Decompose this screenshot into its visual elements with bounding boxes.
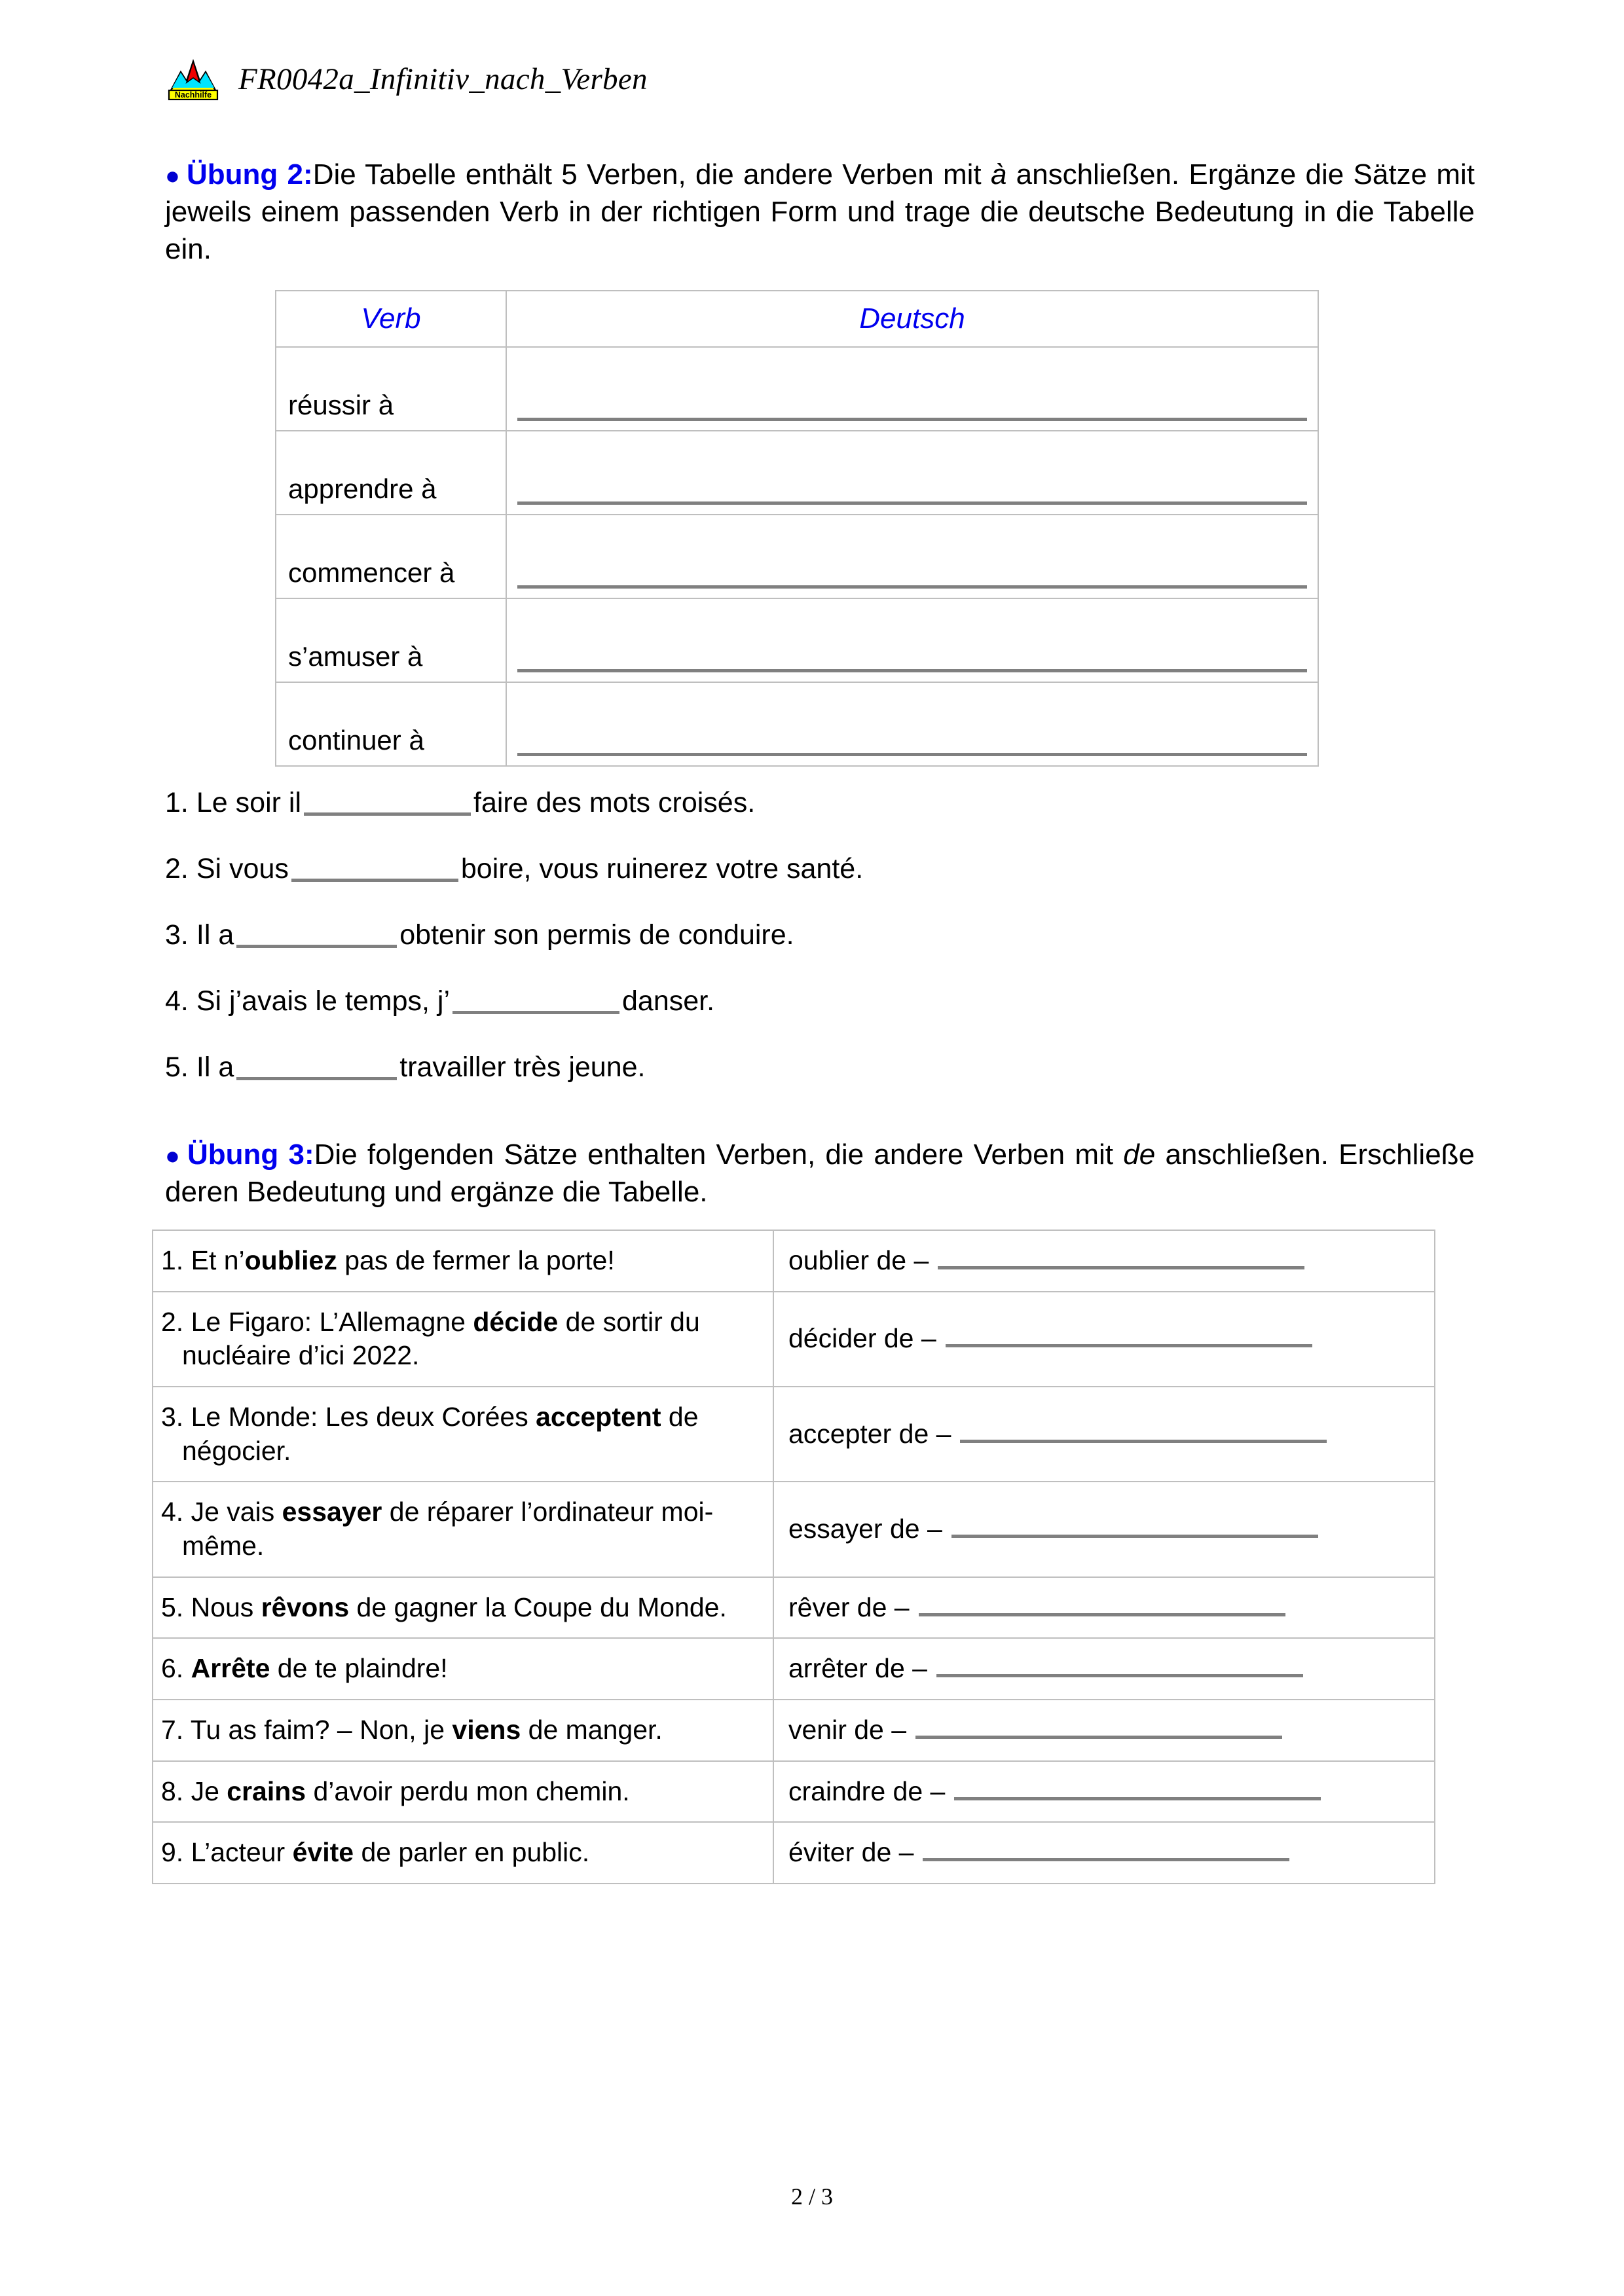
highlighted-verb: rêvons — [261, 1592, 350, 1622]
verb-cell: continuer à — [276, 682, 506, 766]
table-row — [153, 1700, 1435, 1761]
exercise-3-text-a: Die folgenden Sätze enthalten Verben, die andere Verben mit — [314, 1139, 1124, 1171]
fill-in-sentence-list — [165, 784, 1409, 1114]
verb-de-label: essayer de – — [788, 1514, 942, 1544]
deutsch-answer-cell[interactable] — [506, 515, 1318, 598]
verb-meaning-answer-cell[interactable] — [773, 1638, 1435, 1700]
sentence-text-after-verb: de parler en public. — [354, 1837, 590, 1868]
sentence-text-after-verb: de gagner la Coupe du Monde. — [349, 1592, 727, 1622]
verb-de-label: décider de – — [788, 1323, 936, 1354]
exercise-2-instructions — [165, 156, 1475, 268]
sentence-text-before-blank: Il a — [196, 1051, 234, 1083]
answer-blank-line[interactable] — [517, 665, 1307, 672]
example-sentence-cell — [153, 1822, 773, 1884]
deutsch-answer-cell[interactable] — [506, 347, 1318, 431]
verb-translation-table — [275, 290, 1319, 767]
table-row — [153, 1577, 1435, 1639]
sentence-text-before-blank: Si vous — [196, 853, 289, 884]
answer-blank-line[interactable] — [954, 1775, 1321, 1800]
answer-blank-line[interactable] — [452, 986, 619, 1014]
answer-blank-line[interactable] — [517, 498, 1307, 505]
sentence-text-before-blank: Si j’avais le temps, j’ — [196, 985, 451, 1017]
sentence-text-after-verb: de réparer l’ordinateur moi-même. — [182, 1497, 714, 1561]
sentence-number: 8. — [161, 1776, 191, 1806]
highlighted-verb: oubliez — [244, 1245, 337, 1275]
verb-meaning-answer-cell[interactable] — [773, 1577, 1435, 1639]
list-item — [165, 982, 1409, 1015]
sentence-number: 7. — [161, 1714, 191, 1745]
sentence-number: 5. — [165, 1051, 189, 1083]
page-footer: 2 / 3 — [790, 2183, 833, 2210]
answer-blank-line[interactable] — [517, 749, 1307, 756]
answer-blank-line[interactable] — [291, 854, 458, 882]
answer-blank-line[interactable] — [938, 1244, 1304, 1269]
highlighted-verb: décide — [473, 1306, 559, 1337]
exercise-2-label: Übung 2: — [187, 158, 313, 191]
highlighted-verb: viens — [452, 1714, 521, 1745]
sentence-text-after-verb: de négocier. — [182, 1401, 699, 1466]
sentence-number: 1. — [161, 1245, 191, 1275]
answer-blank-line[interactable] — [936, 1652, 1303, 1677]
verb-de-label: craindre de – — [788, 1776, 946, 1806]
sentence-number: 4. — [161, 1497, 191, 1527]
sentence-text-after-verb: pas de fermer la porte! — [337, 1245, 615, 1275]
answer-blank-line[interactable] — [517, 414, 1307, 421]
list-item — [165, 916, 1409, 949]
answer-blank-line[interactable] — [304, 788, 471, 816]
exercise-3-text-b: anschließen. Erschließe deren Bedeutung und ergänze die Tabelle. — [165, 1139, 1475, 1209]
table-row — [153, 1387, 1435, 1482]
sentence-number: 2. — [165, 853, 189, 884]
sentence-number: 3. — [161, 1401, 191, 1432]
sentence-text-after-blank: travailler très jeune. — [399, 1051, 646, 1083]
list-item — [165, 784, 1409, 817]
verb-de-label: venir de – — [788, 1714, 907, 1745]
verb-de-label: rêver de – — [788, 1592, 910, 1622]
sentence-number: 6. — [161, 1653, 191, 1684]
verb-cell: réussir à — [276, 347, 506, 431]
exercise-2-text-b: anschließen. Ergänze die Sätze mit jeweils einem passenden Verb in der richtigen Form und trage die deutsche Bedeutung in die Tabelle ein. — [165, 158, 1475, 266]
sentence-text-after-blank: boire, vous ruinerez votre santé. — [460, 853, 864, 884]
answer-blank-line[interactable] — [946, 1322, 1312, 1347]
verb-de-label: accepter de – — [788, 1418, 951, 1449]
sentence-text-before-verb: Je — [191, 1776, 227, 1806]
column-header-deutsch: Deutsch — [506, 291, 1318, 347]
sentence-number: 3. — [165, 919, 189, 951]
list-item — [165, 1048, 1409, 1082]
table-row — [276, 431, 1318, 515]
deutsch-answer-cell[interactable] — [506, 598, 1318, 682]
sentence-text-after-verb: d’avoir perdu mon chemin. — [306, 1776, 630, 1806]
example-sentence-cell — [153, 1230, 773, 1292]
verb-de-label: oublier de – — [788, 1245, 929, 1275]
answer-blank-line[interactable] — [951, 1512, 1318, 1538]
sentence-text-after-blank: obtenir son permis de conduire. — [399, 919, 794, 951]
example-sentence-cell — [153, 1387, 773, 1482]
sentence-text-before-blank: Le soir il — [196, 787, 301, 818]
verb-cell: apprendre à — [276, 431, 506, 515]
nachhilfe-mountain-logo-icon — [165, 58, 221, 101]
example-sentence-cell — [153, 1292, 773, 1387]
table-row — [153, 1230, 1435, 1292]
column-header-verb: Verb — [276, 291, 506, 347]
sentence-text-after-verb: de te plaindre! — [270, 1653, 448, 1684]
highlighted-verb: évite — [292, 1837, 354, 1868]
verb-meaning-answer-cell[interactable] — [773, 1700, 1435, 1761]
sentence-text-after-blank: danser. — [622, 985, 715, 1017]
example-sentence-cell — [153, 1761, 773, 1823]
exercise-2-preposition: à — [990, 158, 1007, 191]
sentence-number: 5. — [161, 1592, 191, 1622]
table-row — [153, 1822, 1435, 1884]
answer-blank-line[interactable] — [236, 920, 397, 948]
exercise-3-label: Übung 3: — [187, 1139, 314, 1171]
example-sentence-cell — [153, 1577, 773, 1639]
verb-meaning-answer-cell[interactable] — [773, 1292, 1435, 1387]
sentence-text-before-verb: Et n’ — [191, 1245, 245, 1275]
table-row — [276, 347, 1318, 431]
example-sentence-cell — [153, 1482, 773, 1576]
document-title: FR0042a_Infinitiv_nach_Verben — [238, 62, 648, 96]
table-header-row — [276, 291, 1318, 347]
answer-blank-line[interactable] — [915, 1713, 1282, 1739]
sentence-text-before-blank: Il a — [196, 919, 234, 951]
table-row — [276, 598, 1318, 682]
sentence-text-before-verb: Nous — [191, 1592, 261, 1622]
table-row — [153, 1482, 1435, 1576]
answer-blank-line[interactable] — [236, 1052, 397, 1080]
highlighted-verb: crains — [227, 1776, 306, 1806]
sentence-text-before-verb: Je vais — [191, 1497, 282, 1527]
verb-cell: s’amuser à — [276, 598, 506, 682]
sentence-number: 4. — [165, 985, 189, 1017]
exercise-3-instructions — [165, 1136, 1475, 1211]
bullet-icon: ● — [165, 162, 181, 190]
sentence-text-after-blank: faire des mots croisés. — [473, 787, 756, 818]
sentence-number: 9. — [161, 1837, 191, 1868]
deutsch-answer-cell[interactable] — [506, 682, 1318, 766]
table-row — [153, 1638, 1435, 1700]
sentence-text-before-verb: L’acteur — [191, 1837, 293, 1868]
sentence-text-before-verb: Le Monde: Les deux Corées — [191, 1401, 536, 1432]
table-row — [276, 682, 1318, 766]
verb-meaning-answer-cell[interactable] — [773, 1482, 1435, 1576]
answer-blank-line[interactable] — [960, 1417, 1327, 1443]
example-sentence-cell — [153, 1700, 773, 1761]
list-item — [165, 850, 1409, 883]
verb-meaning-answer-cell[interactable] — [773, 1761, 1435, 1823]
verb-meaning-answer-cell[interactable] — [773, 1230, 1435, 1292]
deutsch-answer-cell[interactable] — [506, 431, 1318, 515]
answer-blank-line[interactable] — [517, 581, 1307, 589]
exercise-3-preposition: de — [1123, 1139, 1156, 1171]
table-row — [276, 515, 1318, 598]
table-row — [153, 1292, 1435, 1387]
answer-blank-line[interactable] — [923, 1836, 1289, 1861]
highlighted-verb: acceptent — [536, 1401, 661, 1432]
sentence-text-after-verb: de sortir du nucléaire d’ici 2022. — [182, 1306, 700, 1371]
answer-blank-line[interactable] — [919, 1591, 1285, 1616]
document-header — [165, 58, 648, 101]
highlighted-verb: Arrête — [191, 1653, 270, 1684]
sentence-text-after-verb: de manger. — [521, 1714, 663, 1745]
sentence-text-before-verb: Tu as faim? – Non, je — [190, 1714, 452, 1745]
bullet-icon: ● — [165, 1142, 182, 1170]
svg-text:Nachhilfe: Nachhilfe — [174, 90, 212, 100]
verb-meaning-answer-cell[interactable] — [773, 1387, 1435, 1482]
table-row — [153, 1761, 1435, 1823]
verb-meaning-answer-cell[interactable] — [773, 1822, 1435, 1884]
verb-de-label: arrêter de – — [788, 1653, 927, 1684]
verb-de-table — [152, 1230, 1435, 1884]
example-sentence-cell — [153, 1638, 773, 1700]
sentence-number: 1. — [165, 787, 189, 818]
highlighted-verb: essayer — [282, 1497, 382, 1527]
sentence-text-before-verb: Le Figaro: L’Allemagne — [191, 1306, 473, 1337]
verb-cell: commencer à — [276, 515, 506, 598]
exercise-2-text-a: Die Tabelle enthält 5 Verben, die andere Verben mit — [312, 158, 991, 191]
sentence-number: 2. — [161, 1306, 191, 1337]
verb-de-label: éviter de – — [788, 1837, 914, 1868]
